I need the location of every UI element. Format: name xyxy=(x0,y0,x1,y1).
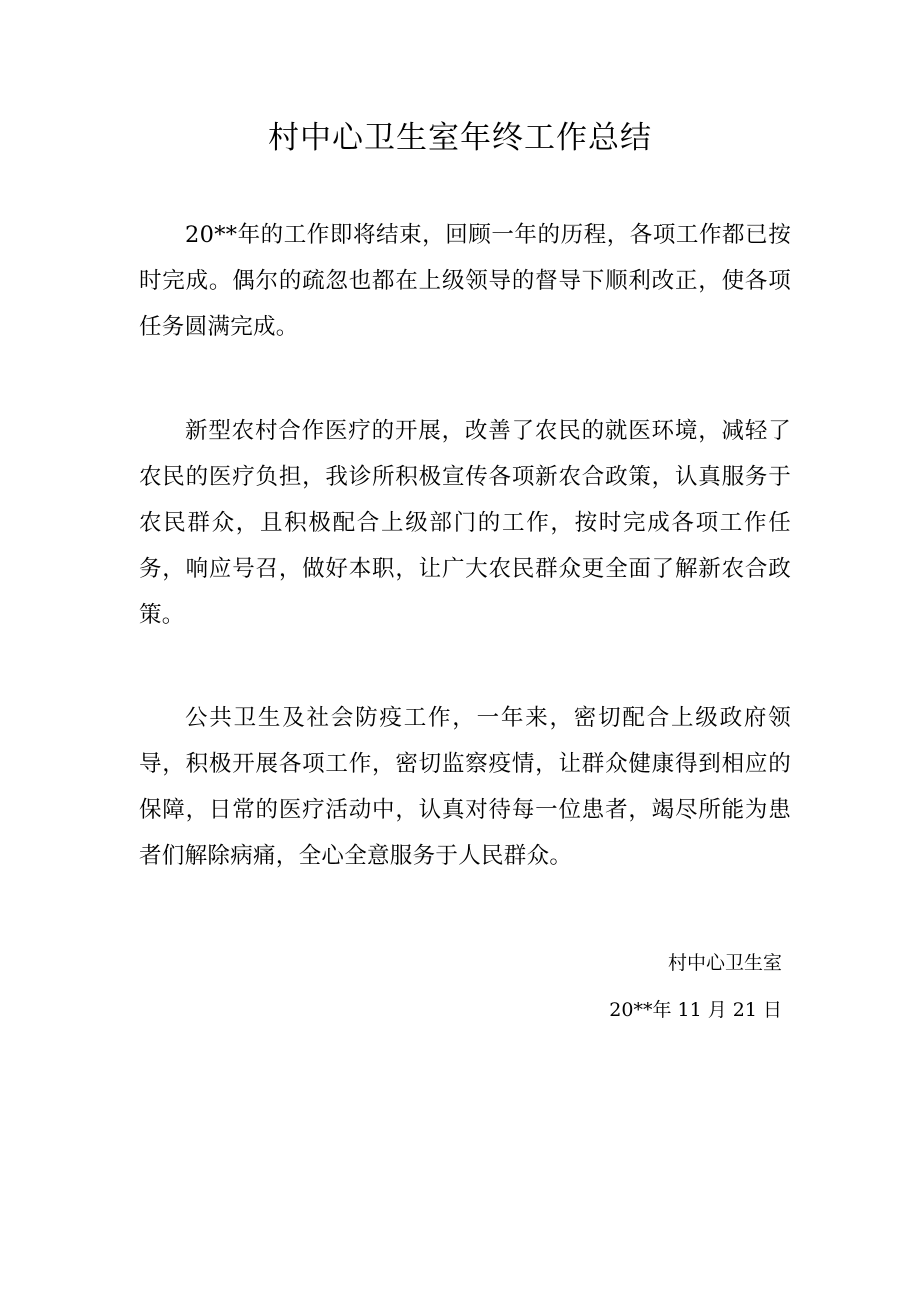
document-title: 村中心卫生室年终工作总结 xyxy=(268,120,652,156)
paragraph-3: 公共卫生及社会防疫工作，一年来，密切配合上级政府领导，积极开展各项工作，密切监察疫情，让群众健康得到相应的保障，日常的医疗活动中，认真对待每一位患者，竭尽所能为患者们解除病痛，全心全意服务于人民群众。 xyxy=(139,705,791,869)
paragraph-2: 新型农村合作医疗的开展，改善了农民的就医环境，减轻了农民的医疗负担，我诊所积极宣传各项新农合政策，认真服务于农民群众，且积极配合上级部门的工作，按时完成各项工作任务，响应号召，做好本职，让广大农民群众更全面了解新农合政策。 xyxy=(139,418,791,628)
signature-date: 20**年 11 月 21 日 xyxy=(609,999,782,1021)
signature-organization: 村中心卫生室 xyxy=(667,952,782,974)
paragraph-1: 20**年的工作即将结束，回顾一年的历程，各项工作都已按时完成。偶尔的疏忽也都在上级领导的督导下顺利改正，使各项任务圆满完成。 xyxy=(139,222,791,340)
